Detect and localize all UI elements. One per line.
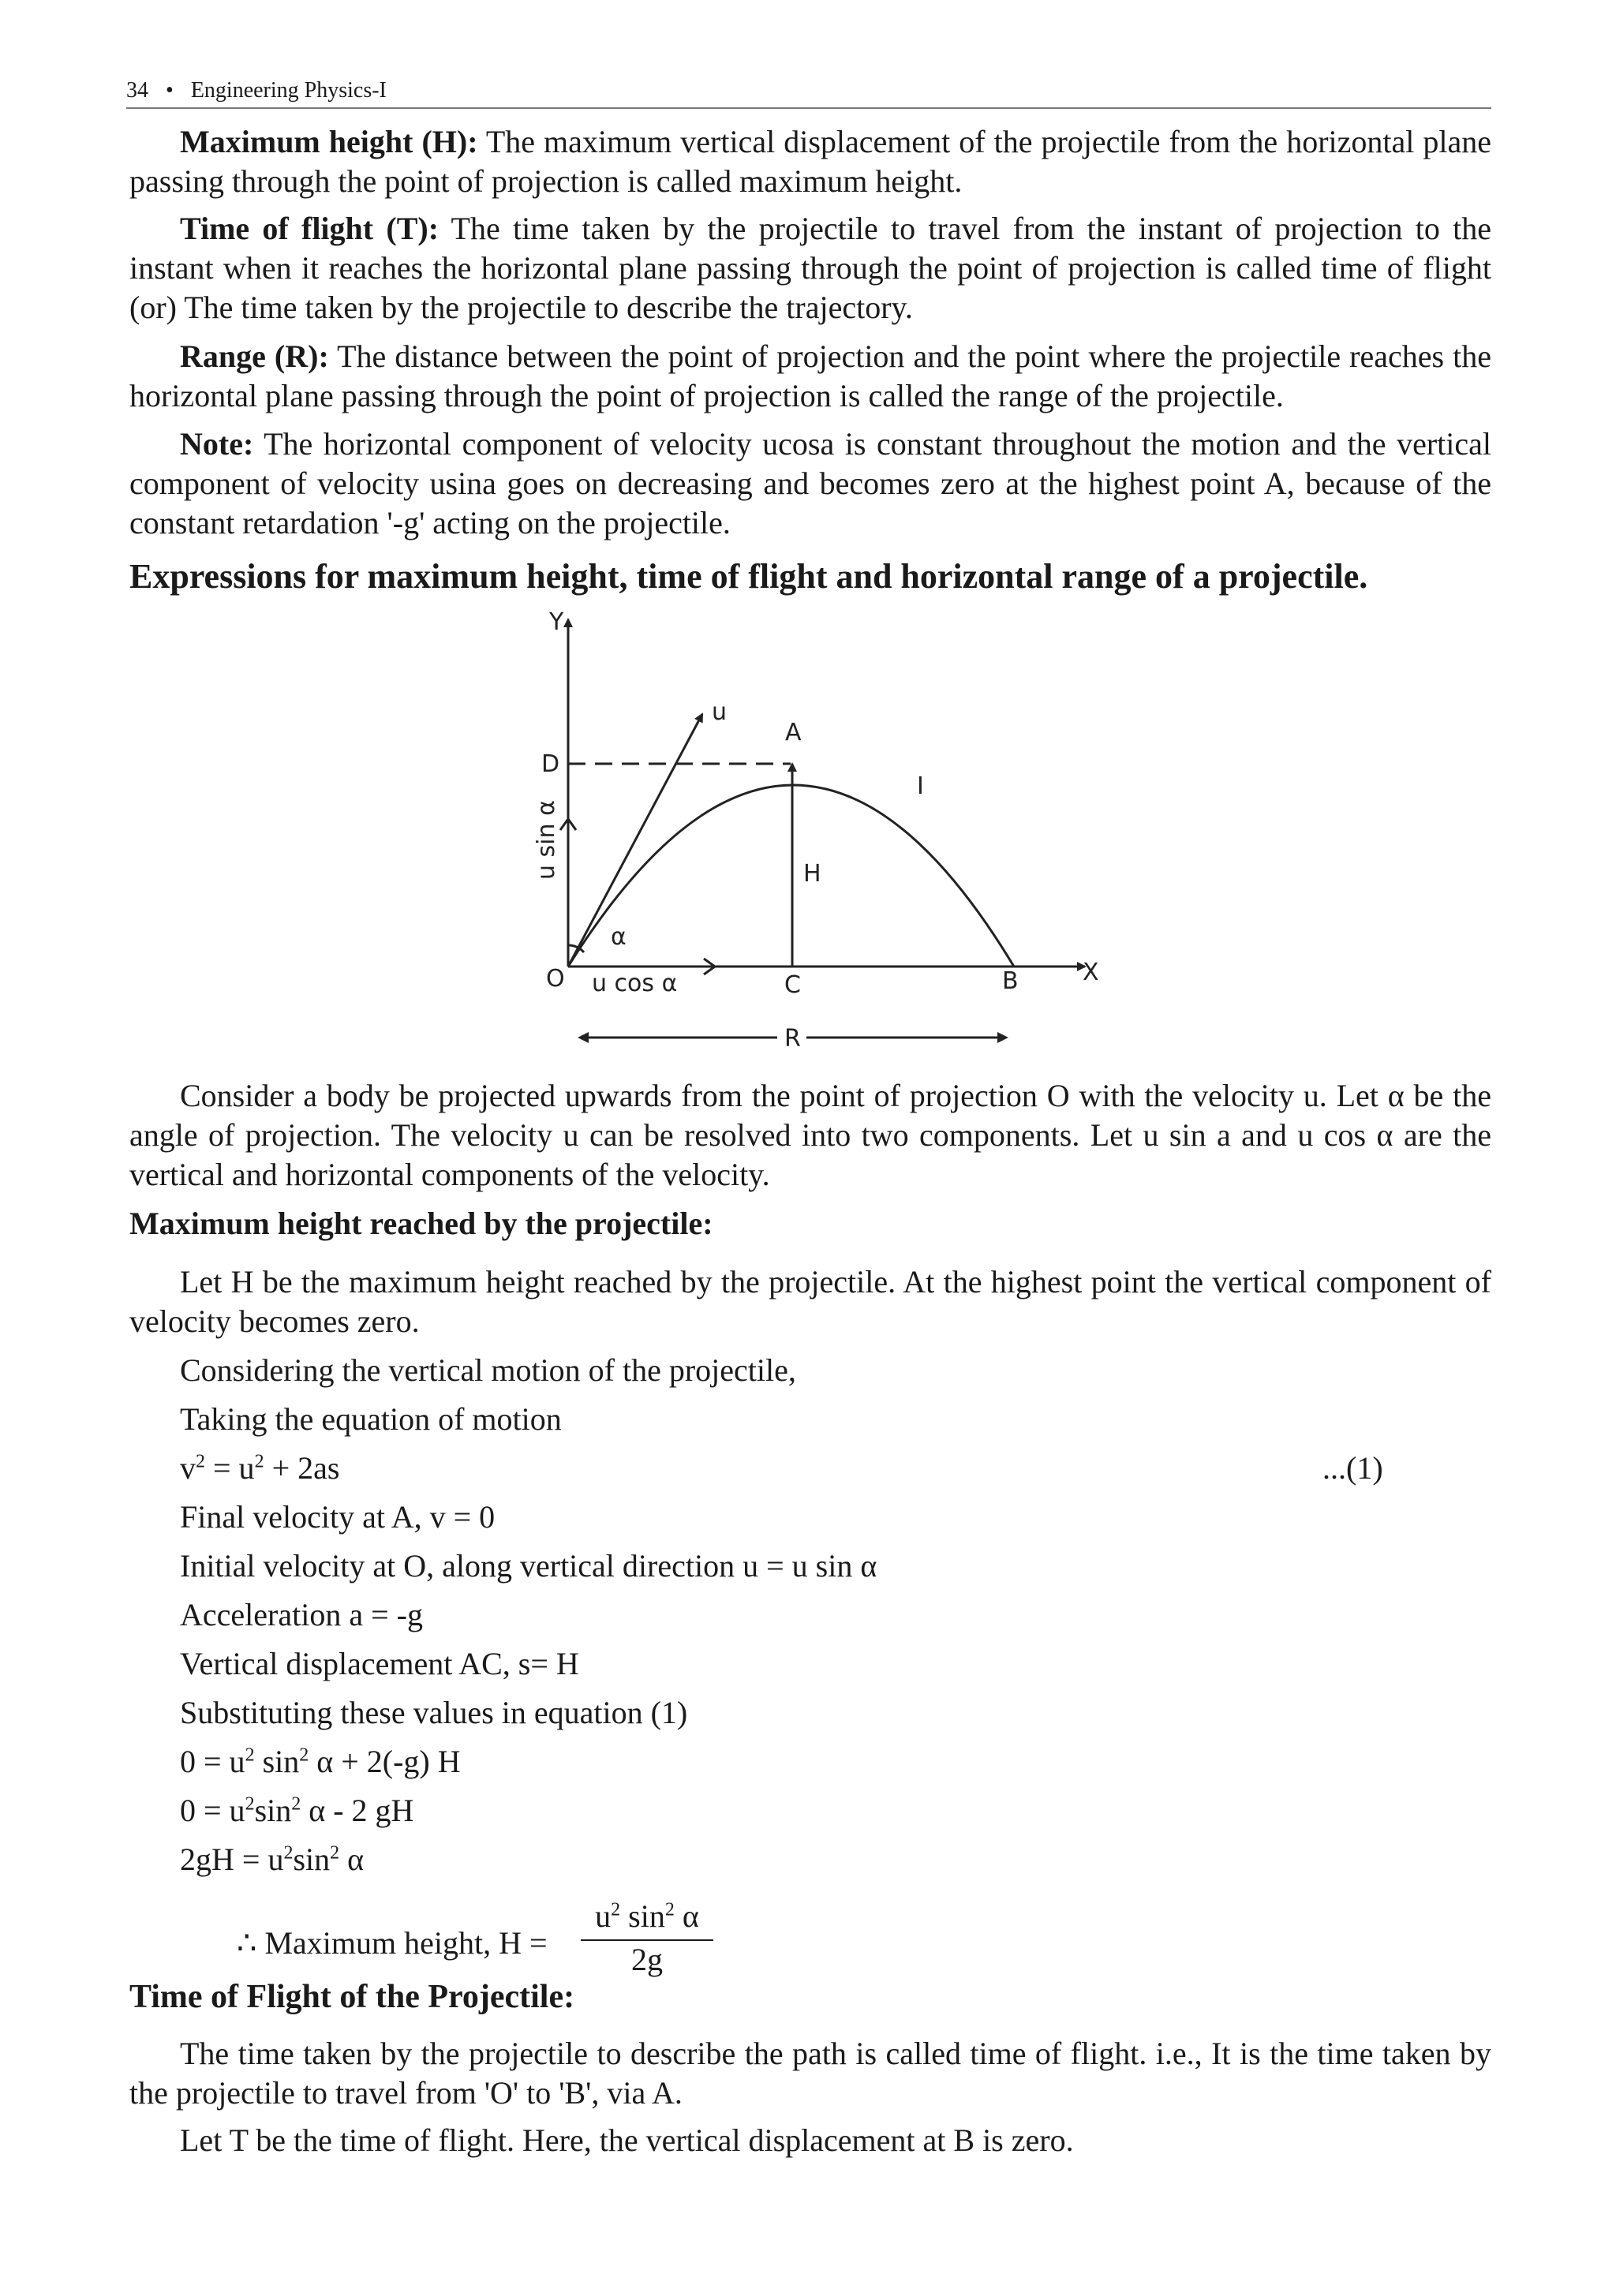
definition-range xyxy=(129,337,1491,416)
derivation-step: $0 = u^2\sin^2$ α - 2 gH xyxy=(180,1793,414,1828)
velocity-label: u xyxy=(712,698,728,726)
fraction-denominator: 2g xyxy=(631,1942,663,1977)
derivation-line: Considering the vertical motion of the projectile, xyxy=(180,1352,796,1388)
definition-text: The distance between the point of projection and the point where the projectile reaches the horizontal plane passing through the point of projection is called the range of the projectile. xyxy=(129,338,1491,413)
intro-paragraph: Consider a body be projected upwards from the point of projection O with the velocity u. Let α be the angle of projection. The velocity u can be resolved into two components. Let u sin a and u cos α are the vertical and horizontal components of the velocity. xyxy=(129,1078,1491,1192)
definition-text: The horizontal component of velocity ucosa is constant throughout the motion and the vertical component of velocity usina goes on decreasing and becomes zero at the highest point A, because of the constant retardation '-g' acting on the projectile. xyxy=(129,426,1491,540)
derivation-line: Substituting these values in equation (1) xyxy=(180,1695,688,1730)
projectile-diagram xyxy=(505,608,1152,1065)
derivation-line: Initial velocity at O, along vertical direction u = u sin α xyxy=(180,1548,877,1584)
apex-label: A xyxy=(785,719,802,746)
subheading-max-height: Maximum height reached by the projectile: xyxy=(129,1206,713,1241)
landing-label: B xyxy=(1002,967,1019,995)
velocity-vector xyxy=(568,714,702,967)
subheading-time-of-flight: Time of Flight of the Projectile: xyxy=(129,1979,575,2015)
range-arrow-right-head xyxy=(997,1032,1008,1043)
header-separator: • xyxy=(166,78,174,103)
horizontal-component-label: u cos α xyxy=(592,970,678,997)
y-axis-label: Y xyxy=(549,608,564,636)
derivation-line: Taking the equation of motion xyxy=(180,1401,562,1437)
max-height-result-lead: ∴ Maximum height, H = xyxy=(237,1925,548,1961)
dashed-point-label: D xyxy=(541,750,560,778)
x-axis-label: X xyxy=(1083,959,1099,986)
page-number: 34 xyxy=(126,78,148,103)
definition-text: The maximum vertical displacement of the projectile from the horizontal plane passing through the point of projection is called maximum height. xyxy=(129,124,1491,199)
fraction-numerator: $u^2$ $\sin^2 \alpha$ xyxy=(581,1897,713,1941)
definition-text: The time taken by the projectile to travel from the instant of projection to the instant when it reaches the horizontal plane passing through the point of projection is called time of flight (or) The time taken by the projectile to describe the trajectory. xyxy=(129,211,1491,325)
tof-paragraph: The time taken by the projectile to describe the path is called time of flight. i.e., It is the time taken by the projectile to travel from 'O' to 'B', via A. xyxy=(129,2036,1491,2111)
derivation-line: Vertical displacement AC, s= H xyxy=(180,1646,579,1681)
definition-max-height xyxy=(129,122,1491,201)
term: Maximum height (H): xyxy=(180,124,478,159)
angle-label: α xyxy=(611,923,627,951)
vertical-component-label: u sin α xyxy=(533,800,560,880)
derivation-line: Acceleration a = -g xyxy=(180,1597,423,1632)
book-title: Engineering Physics-I xyxy=(190,78,387,103)
height-label: H xyxy=(803,860,821,888)
tof-paragraph: Let T be the time of flight. Here, the vertical displacement at B is zero. xyxy=(180,2122,1074,2158)
trajectory-label: I xyxy=(917,772,924,800)
equation-1: $v^2 = u^2 + 2as$ xyxy=(180,1450,340,1486)
derivation-step: $2gH = u^2\sin^2$ α xyxy=(180,1842,365,1877)
max-height-paragraph: Let H be the maximum height reached by the projectile. At the highest point the vertical component of velocity becomes zero. xyxy=(129,1264,1491,1339)
range-label: R xyxy=(784,1025,801,1053)
note xyxy=(129,424,1491,543)
term: Note: xyxy=(180,426,254,462)
derivation-line: Final velocity at A, v = 0 xyxy=(180,1499,496,1535)
range-arrow-left-head xyxy=(578,1032,589,1043)
foot-label: C xyxy=(784,971,801,999)
equation-number: ...(1) xyxy=(1322,1450,1383,1486)
derivation-step: $0 = u^2$ $\sin^2 \alpha + 2(-g)$ H xyxy=(180,1744,461,1779)
definition-time-of-flight xyxy=(129,209,1491,327)
origin-label: O xyxy=(546,965,565,993)
section-heading: Expressions for maximum height, time of flight and horizontal range of a projectile. xyxy=(129,557,1368,596)
term: Range (R): xyxy=(180,338,329,374)
running-header xyxy=(126,77,1491,109)
term: Time of flight (T): xyxy=(180,211,440,246)
max-height-fraction xyxy=(581,1897,713,1979)
